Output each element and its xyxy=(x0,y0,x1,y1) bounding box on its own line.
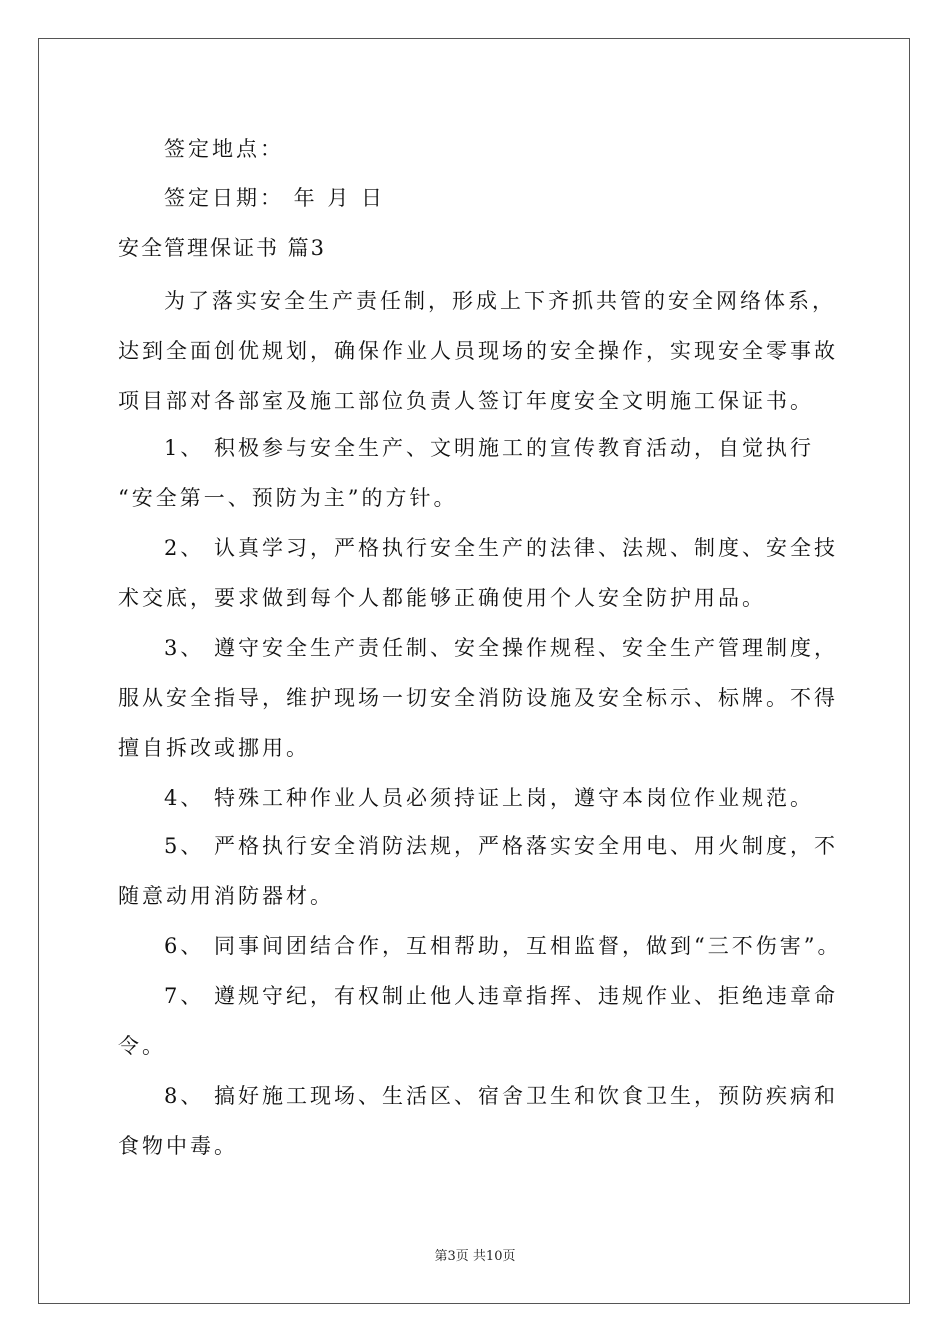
item-4-line-1: 4、 特殊工种作业人员必须持证上岗，遵守本岗位作业规范。 xyxy=(164,786,815,810)
page-border xyxy=(38,38,910,1304)
item-6-line-1: 6、 同事间团结合作，互相帮助，互相监督，做到“三不伤害”。 xyxy=(164,934,842,958)
item-8-line-1: 8、 搞好施工现场、生活区、宿舍卫生和饮食卫生，预防疾病和 xyxy=(164,1084,839,1108)
intro-line-3: 项目部对各部室及施工部位负责人签订年度安全文明施工保证书。 xyxy=(118,389,814,413)
intro-line-2: 达到全面创优规划，确保作业人员现场的安全操作，实现安全零事故 xyxy=(118,339,838,363)
item-7-line-2: 令。 xyxy=(118,1034,166,1058)
item-5-line-1: 5、 严格执行安全消防法规，严格落实安全用电、用火制度，不 xyxy=(164,834,839,858)
item-1-line-2: “安全第一、预防为主”的方针。 xyxy=(118,486,458,510)
sign-date: 签定日期： 年 月 日 xyxy=(164,186,386,210)
item-3-line-3: 擅自拆改或挪用。 xyxy=(118,736,310,760)
item-2-line-1: 2、 认真学习，严格执行安全生产的法律、法规、制度、安全技 xyxy=(164,536,839,560)
item-2-line-2: 术交底，要求做到每个人都能够正确使用个人安全防护用品。 xyxy=(118,586,766,610)
item-3-line-2: 服从安全指导，维护现场一切安全消防设施及安全标示、标牌。不得 xyxy=(118,686,838,710)
item-5-line-2: 随意动用消防器材。 xyxy=(118,884,334,908)
item-1-line-1: 1、 积极参与安全生产、文明施工的宣传教育活动，自觉执行 xyxy=(164,436,815,460)
page-number-footer: 第3页 共10页 xyxy=(434,1249,516,1264)
section-title: 安全管理保证书 篇3 xyxy=(118,236,327,260)
item-3-line-1: 3、 遵守安全生产责任制、安全操作规程、安全生产管理制度， xyxy=(164,636,839,660)
sign-place: 签定地点： xyxy=(164,137,284,161)
item-7-line-1: 7、 遵规守纪，有权制止他人违章指挥、违规作业、拒绝违章命 xyxy=(164,984,839,1008)
item-8-line-2: 食物中毒。 xyxy=(118,1134,238,1158)
intro-line-1: 为了落实安全生产责任制，形成上下齐抓共管的安全网络体系， xyxy=(164,289,836,313)
